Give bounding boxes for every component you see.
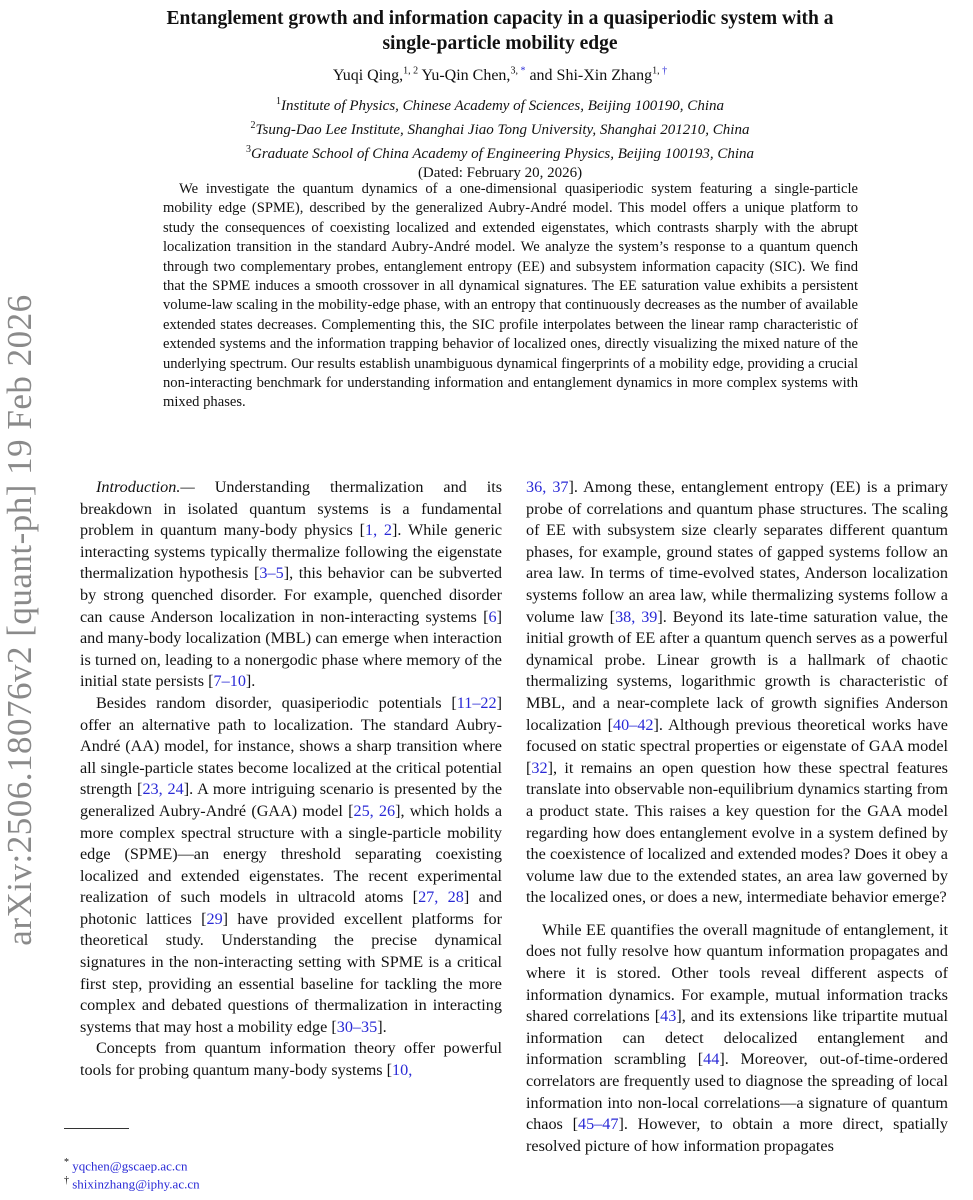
title-line-2: single-particle mobility edge: [382, 33, 618, 54]
citation-link[interactable]: 44: [703, 1050, 720, 1069]
citation-link[interactable]: 23, 24: [142, 780, 184, 799]
citation-link[interactable]: 11–22: [456, 693, 497, 712]
author: Yuqi Qing,$^{1, 2}$: [332, 66, 419, 85]
footnote-rule: [64, 1128, 129, 1129]
affiliation: $^2$Tsung-Dao Lee Institute, Shanghai Jiao Tong University, Shanghai 201210, China: [250, 120, 750, 138]
citation-link[interactable]: 43: [660, 1007, 677, 1026]
citation-link[interactable]: 1, 2: [364, 521, 393, 540]
paragraph: [526, 477, 948, 909]
text-segment: ], and its extensions like tripartite mutual information can detect delocalized entanglement and information scrambling [: [526, 1007, 949, 1069]
email-link[interactable]: shixinzhang@iphy.ac.cn: [72, 1176, 200, 1192]
author-list: [100, 66, 900, 85]
affiliation: $^3$Graduate School of China Academy of Engineering Physics, Beijing 100193, China: [246, 144, 754, 162]
text-segment: ] offer an alternative path to localization. The standard Aubry-André (AA) model, for instance, shows a sharp transition where all single-particle states become localized at the critical potential strength [: [80, 693, 502, 799]
author: Yu-Qin Chen,$^{3, *}$: [421, 66, 526, 85]
email-link[interactable]: yqchen@gscaep.ac.cn: [72, 1158, 188, 1174]
affiliation: $^1$Institute of Physics, Chinese Academy of Sciences, Beijing 100190, China: [276, 96, 724, 114]
footnote-link[interactable]: †: [662, 66, 668, 77]
citation-link[interactable]: 10,: [392, 1061, 413, 1080]
text-segment: While EE quantifies the overall magnitude of entanglement, it does not fully resolve how quantum information propagates and where it is stored. Other tools reveal different aspects of information dynamics. For example, mutual information tracks shared correlations [: [526, 920, 948, 1026]
text-segment: ].: [245, 672, 256, 691]
citation-link[interactable]: 7–10: [213, 672, 246, 691]
footnote: * yqchen@gscaep.ac.cn: [64, 1157, 188, 1174]
footnote: † shixinzhang@iphy.ac.cn: [64, 1175, 200, 1192]
citation-link[interactable]: 30–35: [336, 1017, 378, 1036]
date: (Dated: February 20, 2026): [417, 165, 583, 181]
text-segment: ] have provided excellent platforms for theoretical study. Understanding the precise dynamical signatures in the non-interacting setting with SPME is a critical first step, providing an essential baseline for tackling the more complex and debated questions of thermalization in interacting systems that may host a mobility edge [: [80, 909, 502, 1036]
paragraph: [80, 1038, 502, 1081]
text-segment: ], this behavior can be subverted by strong quenched disorder. For example, quenched disorder can cause Anderson localization in non-interacting systems [: [80, 564, 502, 626]
text-segment: ]. Beyond its late-time saturation value, the initial growth of EE after a quantum quench serves as a powerful dynamical probe. Linear growth is a hallmark of chaotic thermalizing systems, logarithmic growth is characteristic of MBL, and a near-complete lack of growth signifies Anderson localization [: [526, 607, 948, 734]
citation-link[interactable]: 3–5: [259, 564, 284, 583]
text-segment: Besides random disorder, quasiperiodic potentials [: [96, 693, 457, 712]
citation-link[interactable]: 25, 26: [353, 801, 396, 820]
left-column: [80, 477, 502, 1082]
text-segment: Concepts from quantum information theory offer powerful tools for probing quantum many-body systems [: [80, 1039, 502, 1080]
paragraph: [80, 693, 502, 1039]
paragraph: [526, 920, 948, 1158]
citation-link[interactable]: 38, 39: [615, 607, 658, 626]
author: and Shi-Xin Zhang$^{1, \dagger}$: [529, 66, 668, 85]
text-segment: ], which holds a more complex spectral structure with a single-particle mobility edge (SPME)—an energy threshold separating coexisting localized and extended eigenstates. The recent experimental realization of such models in ultracold atoms [: [80, 801, 503, 907]
affiliations: [100, 92, 900, 183]
text-segment: ]. A more intriguing scenario is presented by the generalized Aubry-André (GAA) model [: [80, 780, 502, 820]
footnote-link[interactable]: *: [520, 66, 526, 77]
text-segment: Understanding thermalization and its breakdown in isolated quantum systems is a fundamental problem in quantum many-body physics [: [80, 478, 502, 540]
paragraph: [80, 477, 502, 693]
text-segment: ].: [377, 1017, 387, 1036]
citation-link[interactable]: 40–42: [613, 715, 654, 734]
citation-link[interactable]: 32: [531, 758, 548, 777]
paper-title: [100, 6, 900, 56]
abstract: We investigate the quantum dynamics of a one-dimensional quasiperiodic system featuring a single-particle mobility edge (SPME), described by the generalized Aubry-André model. This model offers a unique platform to study the consequences of coexisting localized and extended eigenstates, which contrasts sharply with the abrupt localization transition in the standard Aubry-André model. We analyze the system’s response to a quantum quench through two complementary probes, entanglement entropy (EE) and subsystem information capacity (SIC). We find that the SPME induces a smooth crossover in all dynamical signatures. The EE saturation value exhibits a persistent volume-law scaling in the mobility-edge phase, with an entropy that continuously decreases as the number of available extended states decreases. Complementing this, the SIC profile interpolates between the linear ramp characteristic of extended systems and the information trapping behavior of localized ones, directly visualizing the mixed nature of the underlying spectrum. Our results establish unambiguous dynamical fingerprints of a mobility edge, providing a crucial non-interacting benchmark for understanding information and entanglement dynamics in more complex systems with mixed phases.: [163, 181, 858, 411]
citation-link[interactable]: 29: [206, 909, 223, 928]
text-segment: ]. Among these, entanglement entropy (EE) is a primary probe of correlations and quantum phase structures. The scaling of EE with subsystem size clearly separates different quantum phases, for example, ground states of gapped systems follow an area law. In terms of time-evolved states, Anderson localization systems follow an area law, while thermalizing systems follow a volume law [: [526, 478, 949, 626]
title-line-1: Entanglement growth and information capacity in a quasiperiodic system with a: [166, 8, 834, 29]
text-segment: ]. While generic interacting systems typically thermalize following the eigenstate thermalization hypothesis [: [80, 521, 502, 583]
citation-link[interactable]: 6: [488, 607, 497, 626]
right-column: [526, 477, 948, 1157]
section-heading: Introduction.—: [96, 478, 215, 496]
text-segment: ] and photonic lattices [: [80, 888, 503, 928]
text-segment: ], it remains an open question how these spectral features translate into observable non-equilibrium dynamics starting from a product state. This raises a key question for the GAA model regarding how does entanglement evolve in a system defined by the coexistence of localized and extended modes? Does it obey a volume law due to the extended states, an area law governed by the localized ones, or does a new, intermediate behavior emerge?: [526, 758, 948, 907]
arxiv-stamp: arXiv:2506.18076v2 [quant-ph] 19 Feb 2026: [0, 294, 39, 946]
citation-link[interactable]: 45–47: [577, 1115, 619, 1134]
text-segment: ]. Although previous theoretical works have focused on static spectral properties or eigenstate of GAA model [: [526, 715, 948, 777]
text-segment: ]. However, to obtain a more direct, spatially resolved picture of how information propagates: [526, 1115, 948, 1155]
text-segment: ] and many-body localization (MBL) can emerge when interaction is turned on, leading to a nonergodic phase where memory of the initial state persists [: [80, 607, 502, 691]
citation-link[interactable]: 36, 37: [526, 478, 569, 496]
citation-link[interactable]: 27, 28: [418, 888, 464, 907]
text-segment: ]. Moreover, out-of-time-ordered correlators are frequently used to diagnose the spreading of local information into non-local correlations—a signature of quantum chaos [: [526, 1050, 948, 1134]
